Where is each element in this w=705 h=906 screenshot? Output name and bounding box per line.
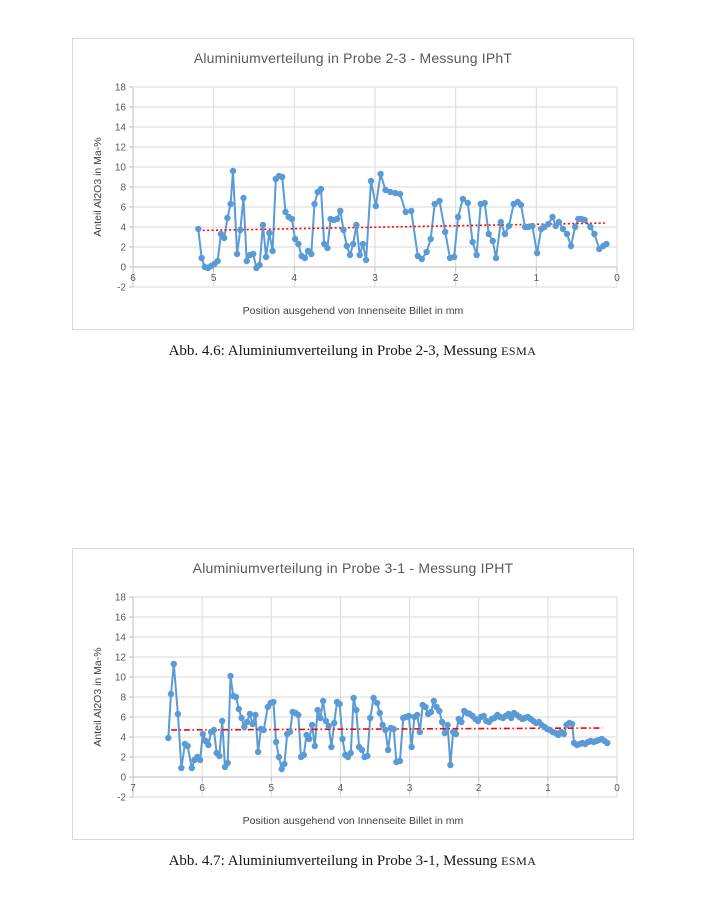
svg-text:5: 5 <box>210 273 217 284</box>
svg-text:6: 6 <box>199 783 205 794</box>
svg-text:8: 8 <box>120 692 126 704</box>
svg-text:4: 4 <box>291 273 298 284</box>
svg-text:2: 2 <box>120 752 126 764</box>
svg-text:3: 3 <box>372 273 378 284</box>
svg-text:0: 0 <box>614 273 620 284</box>
svg-text:8: 8 <box>120 182 126 194</box>
svg-text:4: 4 <box>120 222 126 234</box>
chart-title: Aluminiumverteilung in Probe 3-1 - Messung IPHT <box>192 560 514 576</box>
svg-text:12: 12 <box>114 652 126 664</box>
x-axis-title: Position ausgehend von Innenseite Billet in mm <box>242 815 464 827</box>
svg-text:-2: -2 <box>117 792 126 804</box>
svg-text:14: 14 <box>114 632 126 644</box>
chart-canvas-probe-2-3 <box>73 39 633 329</box>
svg-text:6: 6 <box>120 712 126 724</box>
svg-text:1: 1 <box>545 783 551 794</box>
svg-text:-2: -2 <box>117 282 126 294</box>
svg-text:1: 1 <box>533 273 540 284</box>
svg-text:2: 2 <box>452 273 459 284</box>
y-axis-title: Anteil Al2O3 in Ma-% <box>92 647 104 747</box>
figure-caption-4-6 <box>0 343 705 360</box>
svg-text:4: 4 <box>337 783 344 794</box>
svg-text:0: 0 <box>120 772 126 784</box>
svg-text:5: 5 <box>268 783 275 794</box>
caption-smallcaps: ESMA <box>501 344 537 358</box>
svg-text:10: 10 <box>114 672 126 684</box>
figure-caption-4-7 <box>0 853 705 870</box>
figure-chart-probe-2-3 <box>72 38 634 330</box>
caption-text: Abb. 4.7: Aluminiumverteilung in Probe 3-1, Messung <box>168 853 502 869</box>
caption-text: Abb. 4.6: Aluminiumverteilung in Probe 2-3, Messung <box>168 343 502 359</box>
svg-text:10: 10 <box>114 162 126 174</box>
x-axis-title: Position ausgehend von Innenseite Billet in mm <box>242 305 464 317</box>
chart-canvas-probe-3-1 <box>73 549 633 839</box>
svg-text:16: 16 <box>114 612 126 624</box>
svg-text:6: 6 <box>120 202 126 214</box>
svg-text:16: 16 <box>114 102 126 114</box>
svg-text:3: 3 <box>406 783 413 794</box>
chart-title: Aluminiumverteilung in Probe 2-3 - Messung IPhT <box>193 50 513 66</box>
svg-text:18: 18 <box>114 82 126 94</box>
svg-text:4: 4 <box>120 732 126 744</box>
svg-text:2: 2 <box>120 242 126 254</box>
svg-text:0: 0 <box>120 262 126 274</box>
svg-text:18: 18 <box>114 592 126 604</box>
caption-smallcaps: ESMA <box>501 854 537 868</box>
svg-text:0: 0 <box>614 783 620 794</box>
svg-text:14: 14 <box>114 122 126 134</box>
svg-text:7: 7 <box>130 783 136 794</box>
figure-chart-probe-3-1 <box>72 548 634 840</box>
svg-text:6: 6 <box>130 273 136 284</box>
y-axis-title: Anteil Al2O3 in Ma-% <box>92 137 104 237</box>
svg-text:12: 12 <box>114 142 126 154</box>
svg-text:2: 2 <box>475 783 482 794</box>
